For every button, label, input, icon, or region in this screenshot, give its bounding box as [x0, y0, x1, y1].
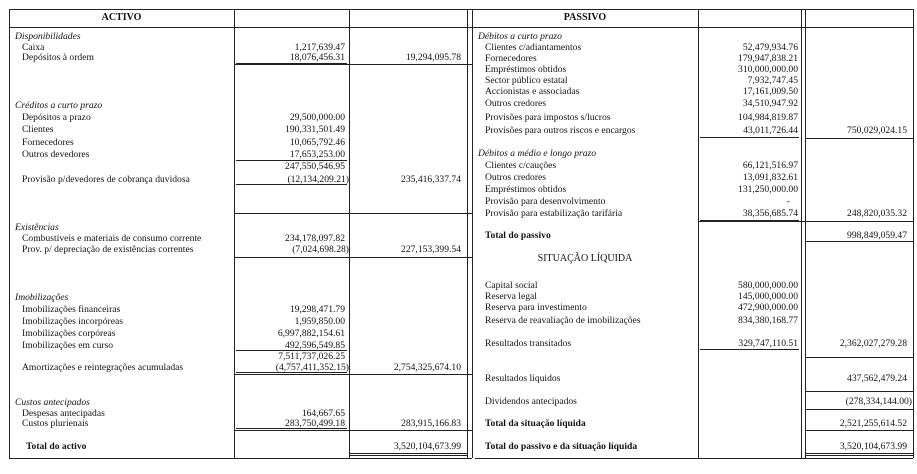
rule-top	[9, 9, 913, 10]
curto-item-value: 310,000,000.00	[738, 64, 798, 75]
rule-right-col2	[801, 9, 802, 458]
section-creditos: Créditos a curto prazo	[15, 100, 103, 111]
existencias-total: 227,153,399.54	[401, 244, 461, 255]
sl-item-value: 145,000,000.00	[738, 291, 798, 302]
creditos-item-value: 190,331,501.49	[285, 124, 345, 135]
rule-provisoes-outros	[700, 137, 799, 138]
curto-item-label: Fornecedores	[485, 53, 537, 64]
rule-bottom-right	[475, 458, 913, 459]
creditos-item-value: 10,065,792.46	[289, 137, 345, 148]
sl-item-label: Reserva de reavaliação de imobilizações	[485, 315, 641, 326]
transitados-value: 329,747,110.51	[738, 338, 798, 349]
longo-item-label: Provisão para estabilização tarifária	[485, 208, 623, 219]
longo-item-label: Clientes c/cauções	[485, 160, 557, 171]
curto-item-value: 43,011,726.44	[743, 125, 798, 136]
plurienais-value: 283,750,499.18	[285, 418, 345, 429]
depositos-ordem-value: 18,076,456.31	[289, 52, 345, 63]
imobilizacoes-total: 2,754,325,674.10	[393, 362, 461, 373]
imob-item-value: 492,596,549.85	[285, 340, 345, 351]
header-activo: ACTIVO	[101, 12, 142, 23]
imob-item-value: 1,959,850.00	[294, 316, 345, 327]
dividendos-label: Dividendos antecipados	[485, 396, 577, 407]
rule-sep-tsl	[805, 430, 913, 431]
dividendos-value: (278,334,144.00)	[845, 396, 912, 407]
rule-total-passivo-sl-1	[805, 453, 913, 454]
imob-item-label: Imobilizações corpóreas	[22, 328, 116, 339]
longo-item-value: 38,356,685.74	[742, 208, 798, 219]
longo-item-label: Empréstimos obtidos	[485, 184, 567, 195]
total-passivo-label: Total do passivo	[485, 230, 551, 241]
sl-item-label: Reserva legal	[485, 291, 537, 302]
longo-item-value: 13,091,832.61	[742, 172, 798, 183]
curto-item-label: Sector público estatal	[485, 75, 568, 86]
caixa-label: Caixa	[22, 42, 45, 53]
rule-sep-exist	[234, 257, 472, 258]
total-passivo-situacao-label: Total do passivo e da situação líquida	[485, 441, 638, 452]
section-debitos-longo: Débitos a médio e longo prazo	[478, 148, 597, 159]
sl-item-value: 834,380,168.77	[738, 315, 798, 326]
rule-left-col2	[349, 9, 350, 458]
resultados-liquidos-label: Resultados líquidos	[485, 373, 561, 384]
curto-item-value: 17,161,009.50	[742, 86, 798, 97]
imob-item-label: Imobilizações financeiras	[22, 304, 121, 315]
curto-item-label: Empréstimos obtidos	[485, 64, 567, 75]
sl-item-value: 580,000,000.00	[738, 280, 798, 291]
rule-total-activo-1	[349, 453, 467, 454]
creditos-item-label: Depósitos a prazo	[22, 112, 91, 123]
section-disponibilidades: Disponibilidades	[15, 31, 81, 42]
transitados-label: Resultados transitados	[485, 338, 572, 349]
curto-item-value: 179,947,838.21	[738, 53, 798, 64]
rule-estab	[700, 220, 799, 221]
rule-sep-disp	[234, 64, 472, 65]
plurienais-label: Custos plurienais	[22, 418, 89, 429]
creditos-item-value: 29,500,000.00	[289, 112, 345, 123]
prov-existencias-label: Prov. p/ depreciação de existências correntes	[22, 244, 194, 255]
longo-item-value: 131,250,000.00	[738, 184, 798, 195]
curto-item-label: Clientes c/adiantamentos	[485, 42, 582, 53]
total-passivo-situacao-value: 3,520,104,673.99	[839, 441, 907, 452]
combustiveis-value: 234,178,097.82	[285, 233, 345, 244]
sl-item-label: Capital social	[485, 280, 538, 291]
provisao-devedores-value: (12,134,209.21)	[287, 174, 349, 185]
rule-mid	[472, 9, 473, 458]
rule-sep-custos	[234, 430, 472, 431]
transitados-total: 2,362,027,279.28	[839, 338, 907, 349]
custos-total: 283,915,166.83	[401, 418, 461, 429]
section-situacao-liquida: SITUAÇÃO LÍQUIDA	[537, 253, 633, 264]
rule-left-col3	[467, 9, 468, 458]
total-activo-label: Total do activo	[26, 441, 87, 452]
curto-item-value: 104,984,819.87	[738, 112, 798, 123]
caixa-value: 1,217,639.47	[294, 42, 345, 53]
rule-left-col1	[234, 9, 235, 458]
imob-subtotal: 7,511,737,026.25	[278, 351, 345, 362]
curto-item-value: 34,510,947.92	[742, 98, 798, 109]
rule-header	[9, 27, 913, 28]
resultados-liquidos-value: 437,562,479.24	[847, 373, 907, 384]
debitos-longo-total: 248,820,035.32	[847, 208, 907, 219]
rule-sep-div	[805, 409, 913, 410]
imob-item-label: Imobilizações incorpóreas	[22, 316, 123, 327]
rule-sep-sl	[805, 357, 913, 358]
imob-item-value: 19,298,471.79	[289, 304, 345, 315]
longo-item-value: 66,121,516.97	[742, 160, 798, 171]
creditos-item-label: Outros devedores	[22, 149, 90, 160]
debitos-curto-total: 750,029,024.15	[847, 125, 907, 136]
rule-total-activo-2	[349, 455, 467, 456]
combustiveis-label: Combustíveis e materiais de consumo corrente	[22, 233, 202, 244]
longo-item-label: Provisão para desenvolvimento	[485, 196, 606, 207]
curto-item-label: Provisões para outros riscos e encargos	[485, 125, 636, 136]
rule-sep-cred	[234, 213, 472, 214]
section-debitos-curto: Débitos a curto prazo	[478, 31, 562, 42]
depositos-ordem-label: Depósitos à ordem	[22, 52, 94, 63]
imob-item-value: 6,997,882,154.61	[277, 328, 345, 339]
curto-item-label: Provisões para impostos s/lucros	[485, 112, 611, 123]
rule-right-col1	[698, 9, 699, 458]
rule-sep-imob	[234, 374, 472, 375]
imob-item-label: Imobilizações em curso	[22, 340, 114, 351]
rule-left-outer	[9, 9, 10, 458]
curto-item-label: Outros credores	[485, 98, 547, 109]
section-existencias: Existências	[15, 222, 59, 233]
rule-right-outer	[913, 9, 914, 458]
rule-sep-curto	[805, 138, 913, 139]
curto-item-label: Accionistas e associadas	[485, 86, 580, 97]
total-passivo-value: 998,849,059.47	[847, 230, 907, 241]
curto-item-value: 7,932,747.45	[747, 75, 798, 86]
prov-existencias-value: (7,024,698.28)	[292, 244, 349, 255]
despesas-label: Despesas antecipadas	[22, 408, 105, 419]
disponibilidades-total: 19,294,095.78	[405, 52, 461, 63]
creditos-subtotal: 247,550,546.95	[285, 161, 345, 172]
rule-bottom-left	[9, 458, 472, 459]
section-imobilizacoes: Imobilizações	[15, 292, 69, 303]
sl-item-label: Reserva para investimento	[485, 302, 587, 313]
header-passivo: PASSIVO	[563, 12, 607, 23]
longo-item-label: Outros credores	[485, 172, 547, 183]
amortizacoes-value: (4,757,411,352.15)	[275, 362, 349, 373]
creditos-item-value: 17,653,253.00	[289, 149, 345, 160]
creditos-item-label: Clientes	[22, 124, 54, 135]
longo-item-value: -	[786, 196, 790, 207]
rule-sep-longo	[698, 221, 913, 222]
creditos-total: 235,416,337.74	[401, 174, 461, 185]
total-situacao-liquida-label: Total da situação líquida	[485, 418, 586, 429]
rule-total-passivo-sl-2	[805, 455, 913, 456]
sl-item-value: 472,900,000.00	[738, 302, 798, 313]
rule-sep-liq	[805, 391, 913, 392]
creditos-item-label: Fornecedores	[22, 137, 74, 148]
despesas-value: 164,667.65	[301, 408, 345, 419]
total-activo-value: 3,520,104,673.99	[393, 441, 461, 452]
total-situacao-liquida-value: 2,521,255,614.52	[839, 418, 907, 429]
amortizacoes-label: Amortizações e reintegrações acumuladas	[22, 362, 184, 373]
section-custos: Custos antecipados	[15, 397, 90, 408]
provisao-devedores-label: Provisão p/devedores de cobrança duvidosa	[22, 174, 190, 185]
curto-item-value: 52,479,934.76	[742, 42, 798, 53]
